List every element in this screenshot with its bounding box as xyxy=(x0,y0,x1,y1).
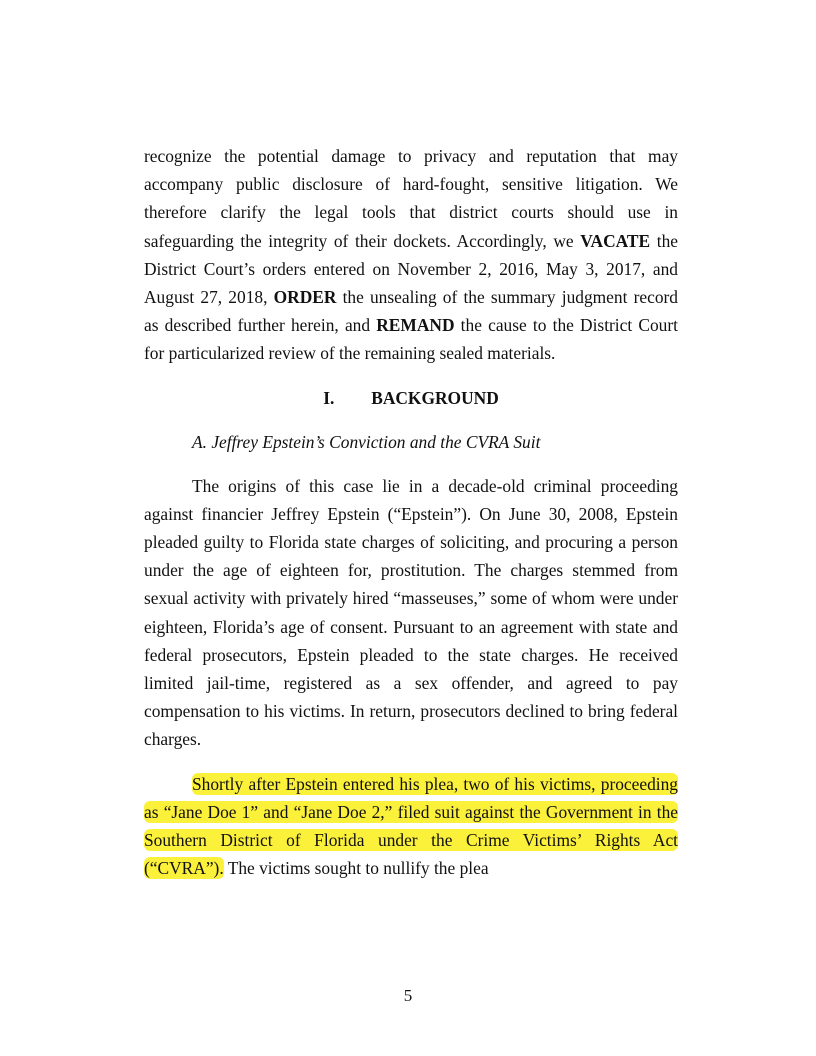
order-emphasis: ORDER xyxy=(273,287,337,308)
section-number: I. xyxy=(323,387,335,408)
paragraph-background: The origins of this case lie in a decade-old criminal proceeding against financier Jeffrey Epstein (“Epstein”). On June 30, 2008, Epstein pleaded guilty to Florida state charges of soliciting, and procuring a person under the age of eighteen for, prostitution. The charges stemmed from sexual activity with privately hired “masseuses,” some of whom were under eighteen, Florida’s age of consent. Pursuant to an agreement with state and federal prosecutors, Epstein pleaded to the state charges. He received limited jail-time, registered as a sex offender, and agreed to pay compensation to his victims. In return, prosecutors declined to bring federal charges. xyxy=(144,475,678,750)
section-title: BACKGROUND xyxy=(371,387,499,408)
section-heading xyxy=(144,384,678,412)
paragraph-holding: recognize the potential damage to privacy and reputation that may accompany public disclosure of hard-fought, sensitive litigation. We therefore clarify the legal tools that district courts should use in safeguarding the integrity of their dockets. Accordingly, we VACATE the District Court’s orders entered on November 2, 2016, May 3, 2017, and August 27, 2018, ORDER the unsealing of the summary judgment record as described further herein, and REMAND the cause to the District Court for particularized review of the remaining sealed materials. xyxy=(144,146,679,364)
document-body xyxy=(144,142,678,882)
remand-emphasis: REMAND xyxy=(376,315,455,336)
page-number: 5 xyxy=(403,986,413,1005)
subsection-heading: A. Jeffrey Epstein’s Conviction and the CVRA Suit xyxy=(192,431,541,452)
paragraph-cvra: Shortly after Epstein entered his plea, two of his victims, proceeding as “Jane Doe 1” and “Jane Doe 2,” filed suit against the Government in the Southern District of Florida under the Crime Victims’ Rights Act (“CVRA”). The victims sought to nullify the plea xyxy=(144,773,678,879)
highlighted-text: Shortly after Epstein entered his plea, two of his victims, proceeding as “Jane Doe 1” and “Jane Doe 2,” filed suit against the Government in the Southern District of Florida under the Crime Victims’ Rights Act (“CVRA”). xyxy=(144,773,678,879)
vacate-emphasis: VACATE xyxy=(580,230,651,251)
